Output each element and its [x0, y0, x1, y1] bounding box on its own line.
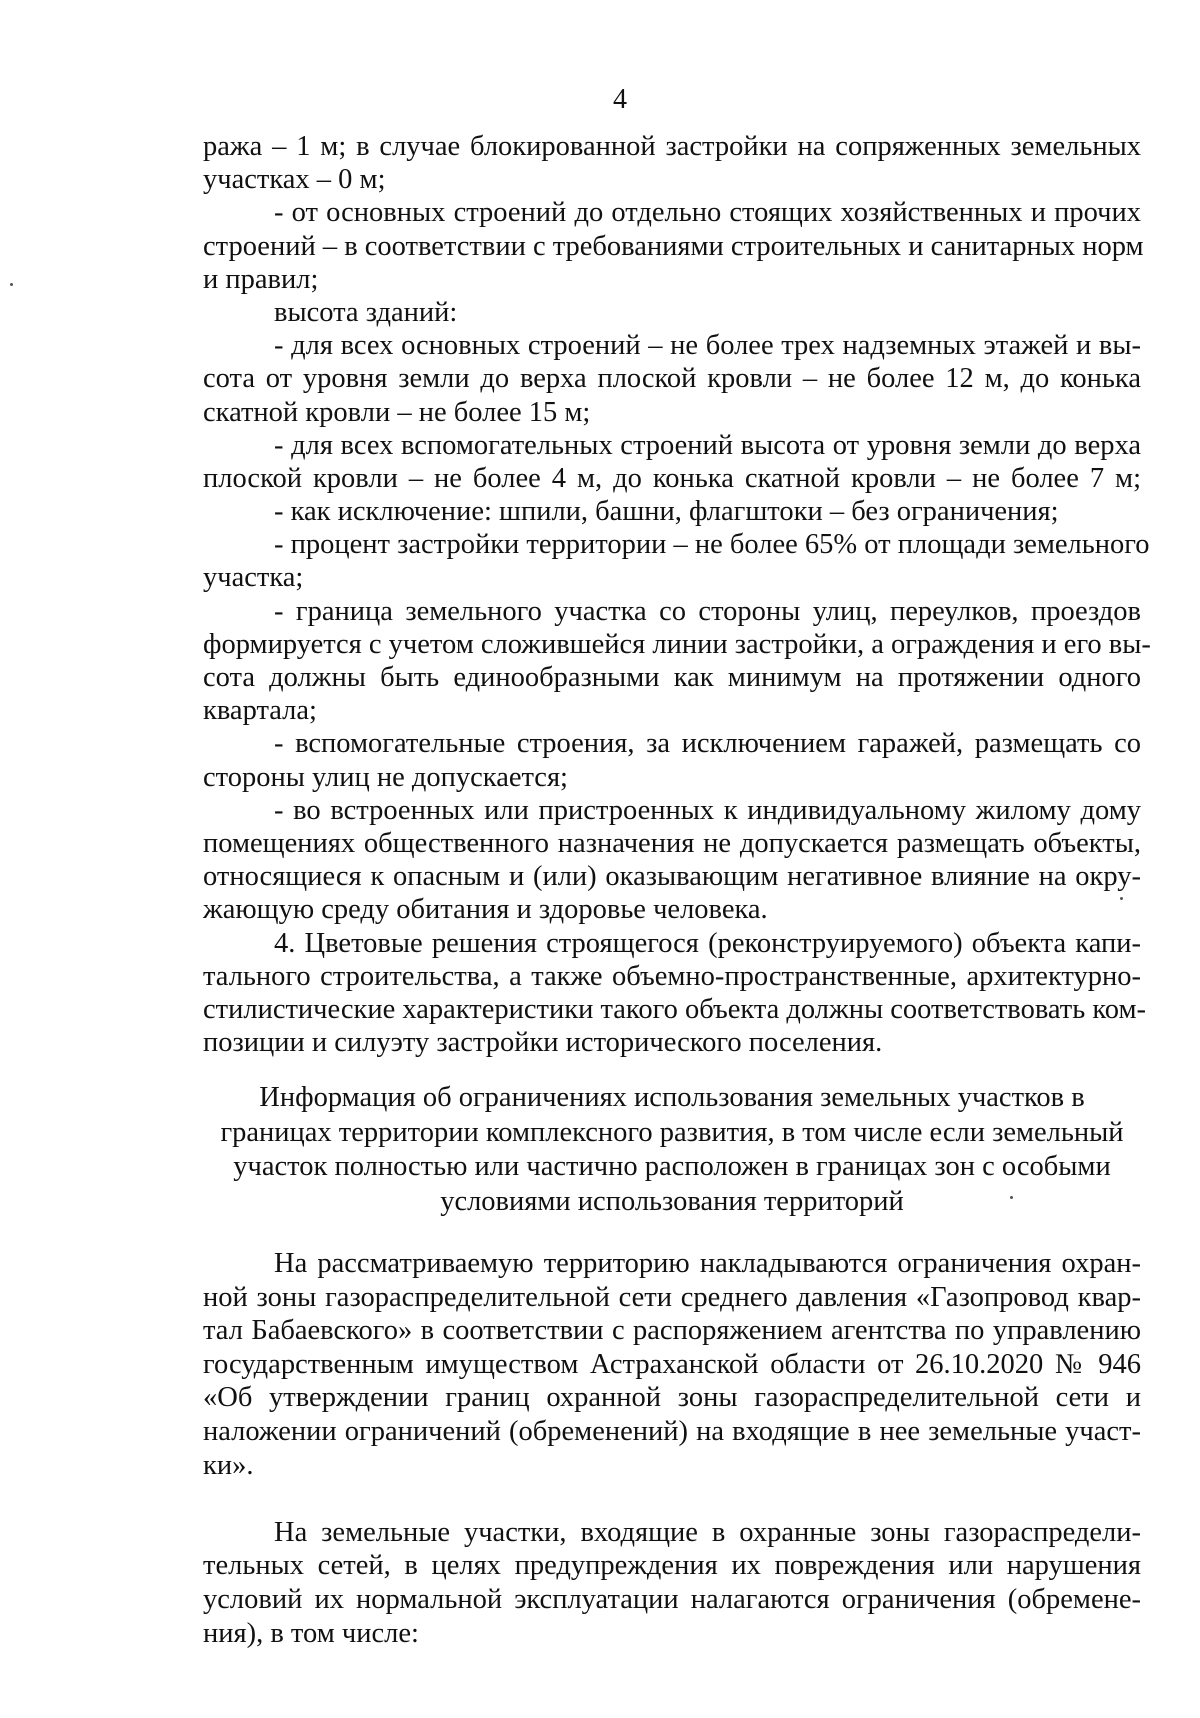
text-line: позиции и силуэту застройки исторического поселения.: [203, 1027, 883, 1059]
text-line: помещениях общественного назначения не допускается размещать объекты,: [203, 827, 1141, 859]
text-line: относящиеся к опасным и (или) оказывающим негативное влияние на окру-: [203, 861, 1141, 893]
text-line: участках – 0 м;: [203, 164, 386, 196]
text-line: - вспомогательные строения, за исключением гаражей, размещать со: [274, 728, 1141, 760]
text-line: сота от уровня земли до верха плоской кровли – не более 12 м, до конька: [203, 363, 1141, 395]
text-line: «Об утверждении границ охранной зоны газораспределительной сети и: [203, 1382, 1141, 1414]
text-line: сота должны быть единообразными как минимум на протяжении одного: [203, 662, 1141, 693]
text-line: На земельные участки, входящие в охранные зоны газораспредели-: [274, 1516, 1141, 1548]
text-line: ража – 1 м; в случае блокированной застройки на сопряженных земельных: [203, 131, 1141, 162]
text-line: участка;: [203, 562, 304, 594]
text-line: - как исключение: шпили, башни, флагштоки – без ограничения;: [274, 496, 1059, 528]
page-number: 4: [613, 84, 627, 115]
text-line: ния), в том числе:: [203, 1617, 419, 1649]
text-line: скатной кровли – не более 15 м;: [203, 396, 591, 428]
text-line: высота зданий:: [274, 296, 458, 328]
text-line: квартала;: [203, 695, 317, 727]
text-line: 4. Цветовые решения строящегося (реконструируемого) объекта капи-: [274, 927, 1141, 959]
text-line: тал Бабаевского» в соответствии с распоряжением агентства по управлению: [203, 1315, 1141, 1347]
text-line: - во встроенных или пристроенных к индивидуальному жилому дому: [274, 794, 1141, 826]
scan-speck: [1010, 1196, 1013, 1199]
text-line: - для всех вспомогательных строений высота от уровня земли до верха: [274, 429, 1141, 461]
text-line: [203, 1482, 1141, 1516]
text-line: ки».: [203, 1449, 254, 1481]
text-line: На рассматриваемую территорию накладываются ограничения охран-: [274, 1248, 1141, 1279]
text-line: - от основных строений до отдельно стоящих хозяйственных и прочих: [274, 197, 1141, 229]
text-line: жающую среду обитания и здоровье человека.: [203, 894, 768, 926]
text-line: строений – в соответствии с требованиями строительных и санитарных норм: [203, 230, 1144, 262]
scan-speck: [1120, 897, 1123, 900]
text-line: плоской кровли – не более 4 м, до конька скатной кровли – не более 7 м;: [203, 462, 1141, 494]
text-line: и правил;: [203, 263, 319, 295]
text-line: стороны улиц не допускается;: [203, 761, 568, 793]
text-line: тельных сетей, в целях предупреждения их повреждения или нарушения: [203, 1550, 1141, 1582]
text-line: - процент застройки территории – не более 65% от площади земельного: [274, 529, 1150, 561]
scan-speck: [10, 283, 13, 286]
section-heading: [203, 1081, 1141, 1219]
text-line: тального строительства, а также объемно-пространственные, архитектурно-: [203, 960, 1141, 992]
text-line: - граница земельного участка со стороны улиц, переулков, проездов: [274, 595, 1141, 627]
heading-line: условиями использования территорий: [440, 1185, 904, 1217]
text-line: наложении ограничений (обременений) на входящие в нее земельные участ-: [203, 1415, 1141, 1447]
section-requirements: [203, 130, 1151, 1059]
text-line: формируется с учетом сложившейся линии застройки, а ограждения и его вы-: [203, 628, 1151, 660]
heading-line: границах территории комплексного развития, в том числе если земельный: [220, 1116, 1124, 1148]
text-line: государственным имуществом Астраханской области от 26.10.2020 № 946: [203, 1348, 1141, 1380]
heading-line: Информация об ограничениях использования земельных участков в: [259, 1082, 1085, 1113]
text-line: условий их нормальной эксплуатации налагаются ограничения (обремене-: [203, 1583, 1141, 1615]
text-line: ной зоны газораспределительной сети среднего давления «Газопровод квар-: [203, 1281, 1141, 1313]
text-line: - для всех основных строений – не более трех надземных этажей и вы-: [274, 330, 1141, 362]
heading-line: участок полностью или частично расположен в границах зон с особыми: [233, 1151, 1111, 1182]
section-restrictions: [203, 1247, 1141, 1650]
text-line: стилистические характеристики такого объекта должны соответствовать ком-: [203, 993, 1147, 1025]
